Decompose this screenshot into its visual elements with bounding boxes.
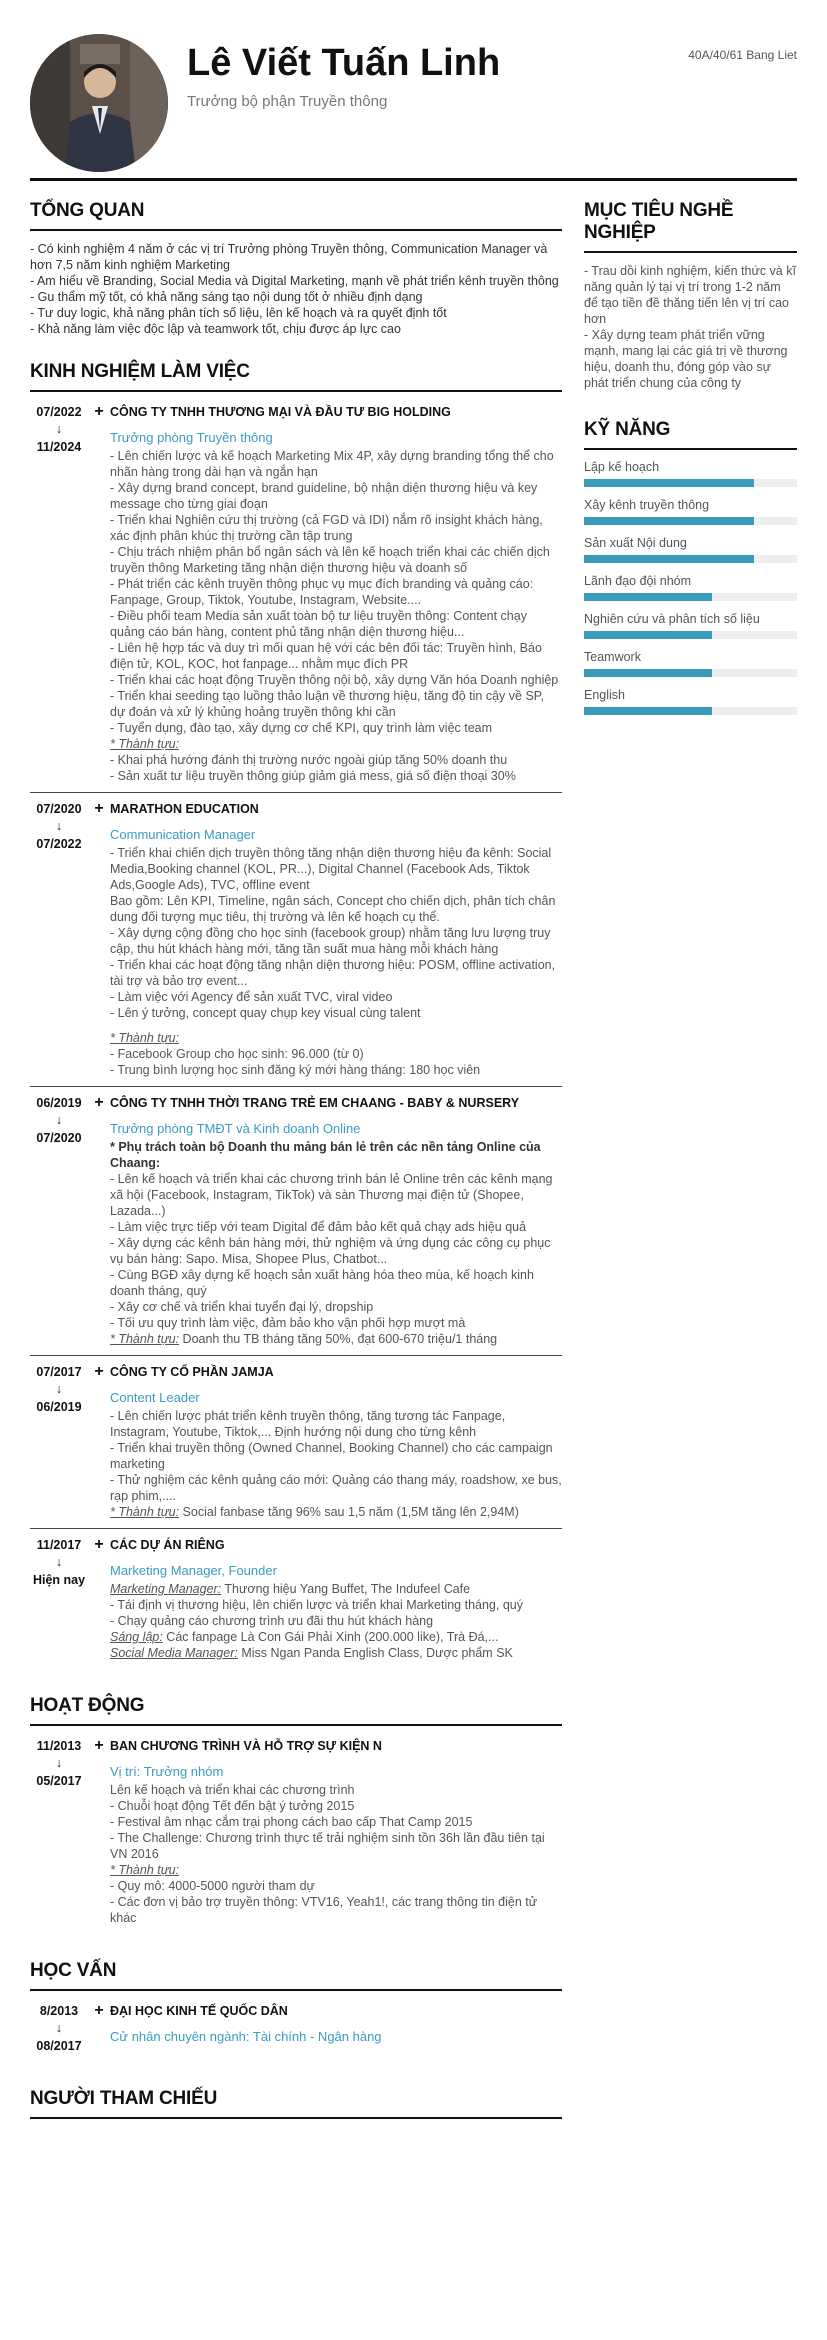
- organization-name: BAN CHƯƠNG TRÌNH VÀ HỖ TRỢ SỰ KIỆN N: [110, 1739, 382, 1753]
- skill-label: Lãnh đạo đội nhóm: [584, 574, 692, 588]
- skill-bar-fill: [584, 593, 712, 601]
- start-date: 07/2020: [36, 802, 82, 816]
- skill-item: [584, 688, 797, 715]
- entry-body: [110, 1738, 562, 1926]
- skill-bar-track: [584, 555, 797, 563]
- achievement-line: - Facebook Group cho học sinh: 96.000 (từ 0): [110, 1047, 364, 1061]
- overview-line: - Am hiểu về Branding, Social Media và Digital Marketing, mạnh về phát triển kênh truyền thông: [30, 274, 559, 288]
- overview-line: - Gu thẩm mỹ tốt, có khả năng sáng tạo nội dung tốt ở nhiều định dạng: [30, 290, 423, 304]
- bullet-line: - Chuỗi hoạt động Tết đến bật ý tưởng 2015: [110, 1799, 355, 1813]
- end-date: Hiện nay: [32, 1573, 86, 1587]
- avatar-photo: [30, 34, 168, 172]
- overview-line: - Khả năng làm việc độc lập và teamwork tốt, chịu được áp lực cao: [30, 322, 401, 336]
- bullet-line: [110, 1597, 562, 1613]
- overview-line: - Có kinh nghiệm 4 năm ở các vị trí Trưởng phòng Truyền thông, Communication Manager và hơn 7,5 năm kinh nghiệm Marketing: [30, 242, 548, 272]
- role-text: - Tái định vị thương hiệu, lên chiến lược và triển khai Marketing tháng, quý: [110, 1598, 523, 1612]
- organization-name: ĐẠI HỌC KINH TẾ QUỐC DÂN: [110, 2004, 288, 2018]
- bullet-line: [110, 1581, 562, 1597]
- achievement-line: [110, 1862, 562, 1878]
- plus-icon: +: [94, 1536, 104, 1553]
- date-range: [30, 801, 88, 1078]
- position-title: Marketing Manager, Founder: [110, 1563, 277, 1578]
- bullet-line: - Triển khai chiến dịch truyền thông tăng nhận diện thương hiệu đa kênh: Social Media,Booking channel (KOL, PR...), Digital Channel (Facebook Ads, Tiktok Ads,Google Ads), TVC, offline event: [110, 846, 552, 892]
- candidate-name: Lê Viết Tuấn Linh: [187, 42, 501, 84]
- section-divider: [30, 229, 562, 231]
- role-label: Social Media Manager:: [110, 1646, 238, 1660]
- skill-label: Nghiên cứu và phân tích số liệu: [584, 612, 760, 626]
- education-section: [30, 1960, 562, 2062]
- section-heading-activities: HOẠT ĐỘNG: [30, 1695, 145, 1716]
- skills-list: [584, 460, 797, 715]
- entry-body: [110, 1095, 562, 1347]
- role-text: Thương hiệu Yang Buffet, The Indufeel Cafe: [221, 1582, 471, 1596]
- achievement-line: [110, 1030, 562, 1046]
- start-date: 07/2022: [36, 405, 82, 419]
- role-text: - Chạy quảng cáo chương trình ưu đãi thu hút khách hàng: [110, 1614, 434, 1628]
- plus-icon: +: [94, 1737, 104, 1754]
- role-label: Sáng lập:: [110, 1630, 163, 1644]
- bullet-line: - Tuyển dụng, đào tạo, xây dựng cơ chế KPI, quy trình làm việc team: [110, 721, 493, 735]
- right-column: [584, 200, 797, 726]
- date-range: [30, 2003, 88, 2054]
- responsibility-summary: * Phụ trách toàn bộ Doanh thu mảng bán lẻ trên các nền tảng Online của Chaang:: [110, 1140, 541, 1170]
- goal-line: - Xây dựng team phát triển vững mạnh, mang lại các giá trị về thương hiệu, doanh thu, đóng góp vào sự phát triển chung của công ty: [584, 328, 788, 390]
- goals-section: [584, 200, 797, 391]
- skill-label: Xây kênh truyền thông: [584, 498, 710, 512]
- organization-name: MARATHON EDUCATION: [110, 802, 259, 816]
- timeline-entry: [30, 1086, 562, 1355]
- organization-name: CÁC DỰ ÁN RIÊNG: [110, 1538, 225, 1552]
- bullet-line: [110, 1645, 562, 1661]
- achievement-text: Doanh thu TB tháng tăng 50%, đạt 600-670 triệu/1 tháng: [179, 1332, 498, 1346]
- organization-name: CÔNG TY CỔ PHẦN JAMJA: [110, 1365, 274, 1379]
- skill-label: Lập kế hoạch: [584, 460, 660, 474]
- bullet-line: - The Challenge: Chương trình thực tế trải nghiệm sinh tồn 36h lần đầu tiên tại VN 2016: [110, 1831, 545, 1861]
- down-arrow-icon: ↓: [55, 1756, 63, 1770]
- bullet-line: - Lên chiến lược và kế hoạch Marketing Mix 4P, xây dựng branding tổng thể cho nhãn hàng trong dài hạn và ngắn hạn: [110, 449, 554, 479]
- end-date: 05/2017: [36, 1774, 82, 1788]
- address: 40A/40/61 Bang Liet: [688, 48, 797, 62]
- skill-label: Sản xuất Nội dung: [584, 536, 687, 550]
- skill-item: [584, 498, 797, 525]
- bullet-line: - Triển khai Nghiên cứu thị trường (cả FGD và IDI) nắm rõ insight khách hàng, xác định phân khúc thị trường cần tập trung: [110, 513, 543, 543]
- bullet-line: - Triển khai các hoạt động tăng nhận diện thương hiệu: POSM, offline activation, tài trợ và bảo trợ event...: [110, 958, 556, 988]
- achievement-text: Social fanbase tăng 96% sau 1,5 năm (1,5M tăng lên 2,94M): [179, 1505, 519, 1519]
- date-range: [30, 1364, 88, 1520]
- skill-bar-fill: [584, 707, 712, 715]
- position-title: Content Leader: [110, 1390, 200, 1405]
- start-date: 06/2019: [36, 1096, 82, 1110]
- achievement-label: * Thành tựu:: [110, 1332, 180, 1346]
- achievement-line: - Các đơn vị bảo trợ truyền thông: VTV16, Yeah1!, các trang thông tin điện tử khác: [110, 1895, 538, 1925]
- section-heading-overview: TỔNG QUAN: [30, 200, 145, 221]
- section-heading-skills: KỸ NĂNG: [584, 419, 671, 440]
- timeline-entry: [30, 1355, 562, 1528]
- overview-text: [30, 241, 562, 337]
- start-date: 07/2017: [36, 1365, 82, 1379]
- entry-body: [110, 2003, 562, 2054]
- down-arrow-icon: ↓: [55, 422, 63, 436]
- end-date: 07/2020: [36, 1131, 82, 1145]
- bullet-line: - Xây dựng cộng đồng cho học sinh (facebook group) nhằm tăng lưu lượng truy cập, thu hút khách hàng mới, tăng tần suất mua hàng mỗi khách hàng: [110, 926, 551, 956]
- education-list: [30, 2001, 562, 2062]
- plus-icon: +: [94, 800, 104, 817]
- section-divider: [30, 390, 562, 392]
- date-range: [30, 404, 88, 784]
- candidate-title: Trưởng bộ phận Truyền thông: [187, 93, 388, 110]
- section-heading-experience: KINH NGHIỆM LÀM VIỆC: [30, 361, 250, 382]
- skill-bar-fill: [584, 555, 754, 563]
- bullet-line: - Lên ý tưởng, concept quay chụp key visual cùng talent: [110, 1006, 421, 1020]
- skill-bar-track: [584, 669, 797, 677]
- achievement-line: - Trung bình lượng học sinh đăng ký mới hàng tháng: 180 học viên: [110, 1063, 481, 1077]
- skill-bar-track: [584, 517, 797, 525]
- position-title: Trưởng phòng Truyền thông: [110, 430, 273, 445]
- bullet-line: - Festival âm nhạc cắm trại phong cách bao cấp That Camp 2015: [110, 1815, 473, 1829]
- organization-name: CÔNG TY TNHH THỜI TRANG TRẺ EM CHAANG - BABY & NURSERY: [110, 1096, 520, 1110]
- bullet-line: - Triển khai seeding tạo luồng thảo luận về thương hiệu, tăng độ tin cậy về SP, dự đoán và xử lý khủng hoảng truyền thông khi cần: [110, 689, 544, 719]
- achievement-line: [110, 736, 562, 752]
- bullet-line: Lên kế hoạch và triển khai các chương trình: [110, 1783, 355, 1797]
- bullet-line: - Chịu trách nhiệm phân bổ ngân sách và lên kế hoạch triển khai các chiến dịch truyền thông Marketing tăng nhận diện thương hiệu và doanh số: [110, 545, 550, 575]
- role-text: Các fanpage Là Con Gái Phải Xinh (200.000 like), Trà Đá,...: [162, 1630, 499, 1644]
- achievement-line: - Quy mô: 4000-5000 người tham dự: [110, 1879, 315, 1893]
- spacer: [110, 1021, 562, 1030]
- skill-bar-fill: [584, 479, 754, 487]
- bullet-line: - Xây dựng brand concept, brand guideline, bộ nhận diện thương hiệu và key message cho từng giai đoạn: [110, 481, 538, 511]
- experience-list: [30, 402, 562, 1669]
- achievement-line: [110, 1331, 562, 1347]
- goal-line: - Trau dồi kinh nghiệm, kiến thức và kĩ năng quản lý tại vị trí trong 1-2 năm để tạo tiền đề thăng tiến lên vị trí cao hơn: [584, 264, 796, 326]
- section-divider: [30, 1989, 562, 1991]
- bullet-line: - Xây cơ chế và triển khai tuyển đại lý, dropship: [110, 1300, 374, 1314]
- skill-label: Teamwork: [584, 650, 641, 664]
- achievement-line: [110, 1504, 562, 1520]
- start-date: 8/2013: [39, 2004, 79, 2018]
- bullet-line: - Triển khai các hoạt động Truyền thông nội bộ, xây dựng Văn hóa Doanh nghiệp: [110, 673, 559, 687]
- plus-icon: +: [94, 1363, 104, 1380]
- skill-item: [584, 574, 797, 601]
- plus-icon: +: [94, 1094, 104, 1111]
- section-divider: [30, 1724, 562, 1726]
- header-divider: [30, 178, 797, 181]
- bullet-line: - Điều phối team Media sản xuất toàn bộ tư liệu truyền thông: Content chạy quảng cáo bán hàng, content phủ tăng nhận diện thương hiệu...: [110, 609, 527, 639]
- bullet-line: - Lên chiến lược phát triển kênh truyền thông, tăng tương tác Fanpage, Instagram, Youtube, Tiktok,... Định hướng nội dung cho từng kênh: [110, 1409, 506, 1439]
- skill-item: [584, 650, 797, 677]
- achievement-line: - Sản xuất tư liệu truyền thông giúp giảm giá mess, giá số điện thoại 30%: [110, 769, 516, 783]
- down-arrow-icon: ↓: [55, 1113, 63, 1127]
- skill-item: [584, 612, 797, 639]
- down-arrow-icon: ↓: [55, 1555, 63, 1569]
- role-label: Marketing Manager:: [110, 1582, 222, 1596]
- bullet-line: - Làm việc trực tiếp với team Digital để đảm bảo kết quả chạy ads hiệu quả: [110, 1220, 527, 1234]
- section-heading-education: HỌC VẤN: [30, 1960, 117, 1981]
- skill-bar-fill: [584, 631, 712, 639]
- references-section: [30, 2088, 562, 2119]
- end-date: 06/2019: [36, 1400, 82, 1414]
- skill-bar-track: [584, 479, 797, 487]
- start-date: 11/2013: [36, 1739, 82, 1753]
- timeline-entry: [30, 1736, 562, 1934]
- timeline-entry: [30, 792, 562, 1086]
- down-arrow-icon: ↓: [55, 819, 63, 833]
- skill-item: [584, 460, 797, 487]
- down-arrow-icon: ↓: [55, 2021, 63, 2035]
- skill-item: [584, 536, 797, 563]
- bullet-line: - Thử nghiệm các kênh quảng cáo mới: Quảng cáo thang máy, roadshow, xe bus, rạp phim,....: [110, 1473, 562, 1503]
- activities-section: [30, 1695, 562, 1934]
- timeline-entry: [30, 1528, 562, 1669]
- goals-text: [584, 263, 797, 391]
- skill-bar-fill: [584, 517, 754, 525]
- date-range: [30, 1738, 88, 1926]
- position-title: Cử nhân chuyên ngành: Tài chính - Ngân hàng: [110, 2029, 382, 2044]
- start-date: 11/2017: [36, 1538, 82, 1552]
- avatar: [30, 34, 168, 172]
- skill-bar-fill: [584, 669, 712, 677]
- overview-line: - Tư duy logic, khả năng phân tích số liệu, lên kế hoạch và ra quyết định tốt: [30, 306, 447, 320]
- down-arrow-icon: ↓: [55, 1382, 63, 1396]
- entry-body: [110, 1537, 562, 1661]
- plus-icon: +: [94, 2002, 104, 2019]
- bullet-line: - Làm việc với Agency để sản xuất TVC, viral video: [110, 990, 393, 1004]
- achievement-label: * Thành tựu:: [110, 1863, 180, 1877]
- achievement-line: - Khai phá hướng đánh thị trường nước ngoài giúp tăng 50% doanh thu: [110, 753, 508, 767]
- section-divider: [30, 2117, 562, 2119]
- skill-label: English: [584, 688, 625, 702]
- plus-icon: +: [94, 403, 104, 420]
- bullet-line: - Tối ưu quy trình làm việc, đảm bảo kho vận phối hợp mượt mà: [110, 1316, 466, 1330]
- overview-section: [30, 200, 562, 337]
- bullet-line: - Xây dựng các kênh bán hàng mới, thử nghiệm và ứng dụng các công cụ phục vụ bán hàng: Sapo. Misa, Shopee Plus, Chatbot...: [110, 1236, 551, 1266]
- bullet-line: - Cùng BGĐ xây dựng kế hoạch sản xuất hàng hóa theo mùa, kế hoạch kinh doanh tháng, quý: [110, 1268, 534, 1298]
- skills-section: [584, 419, 797, 715]
- experience-section: [30, 361, 562, 1669]
- bullet-line: [110, 1613, 562, 1629]
- section-heading-goals: MỤC TIÊU NGHỀ NGHIỆP: [584, 200, 734, 243]
- bullet-line: Bao gồm: Lên KPI, Timeline, ngân sách, Concept cho chiến dịch, phân tích chân dung đối tượng mục tiêu, thị trường và lên kế hoạch cụ thể.: [110, 894, 556, 924]
- organization-name: CÔNG TY TNHH THƯƠNG MẠI VÀ ĐẦU TƯ BIG HOLDING: [110, 405, 451, 419]
- section-heading-references: NGƯỜI THAM CHIẾU: [30, 2088, 218, 2109]
- bullet-line: - Liên hệ hợp tác và duy trì mối quan hệ với các bên đối tác: Truyền hình, Báo điện tử, KOL, KOC, hot fanpage... nhằm mục đích PR: [110, 641, 542, 671]
- section-divider: [584, 448, 797, 450]
- position-title: Communication Manager: [110, 827, 256, 842]
- achievement-label: * Thành tựu:: [110, 1505, 180, 1519]
- position-title: Trưởng phòng TMĐT và Kinh doanh Online: [110, 1121, 361, 1136]
- role-text: Miss Ngan Panda English Class, Dược phẩm SK: [237, 1646, 513, 1660]
- end-date: 11/2024: [36, 440, 82, 454]
- end-date: 07/2022: [36, 837, 82, 851]
- bullet-line: - Triển khai truyền thông (Owned Channel, Booking Channel) cho các campaign marketing: [110, 1441, 553, 1471]
- timeline-entry: [30, 402, 562, 792]
- entry-body: [110, 404, 562, 784]
- date-range: [30, 1537, 88, 1661]
- skill-bar-track: [584, 631, 797, 639]
- skill-bar-track: [584, 593, 797, 601]
- timeline-entry: [30, 2001, 562, 2062]
- entry-body: [110, 801, 562, 1078]
- skill-bar-track: [584, 707, 797, 715]
- bullet-line: - Phát triển các kênh truyền thông phục vụ mục đích branding và quảng cáo: Fanpage, Group, Tiktok, Youtube, Instagram, Website....: [110, 577, 534, 607]
- activities-list: [30, 1736, 562, 1934]
- bullet-line: [110, 1629, 562, 1645]
- date-range: [30, 1095, 88, 1347]
- bullet-line: - Lên kế hoạch và triển khai các chương trình bán lẻ Online trên các kênh mạng xã hội (Facebook, Instagram, TikTok) và sàn Thương mại điện tử (Shopee, Lazada...): [110, 1172, 553, 1218]
- achievement-label: * Thành tựu:: [110, 737, 180, 751]
- position-title: Vị trí: Trưởng nhóm: [110, 1764, 224, 1779]
- left-column: [30, 200, 562, 2129]
- end-date: 08/2017: [36, 2039, 82, 2053]
- section-divider: [584, 251, 797, 253]
- achievement-label: * Thành tựu:: [110, 1031, 180, 1045]
- entry-body: [110, 1364, 562, 1520]
